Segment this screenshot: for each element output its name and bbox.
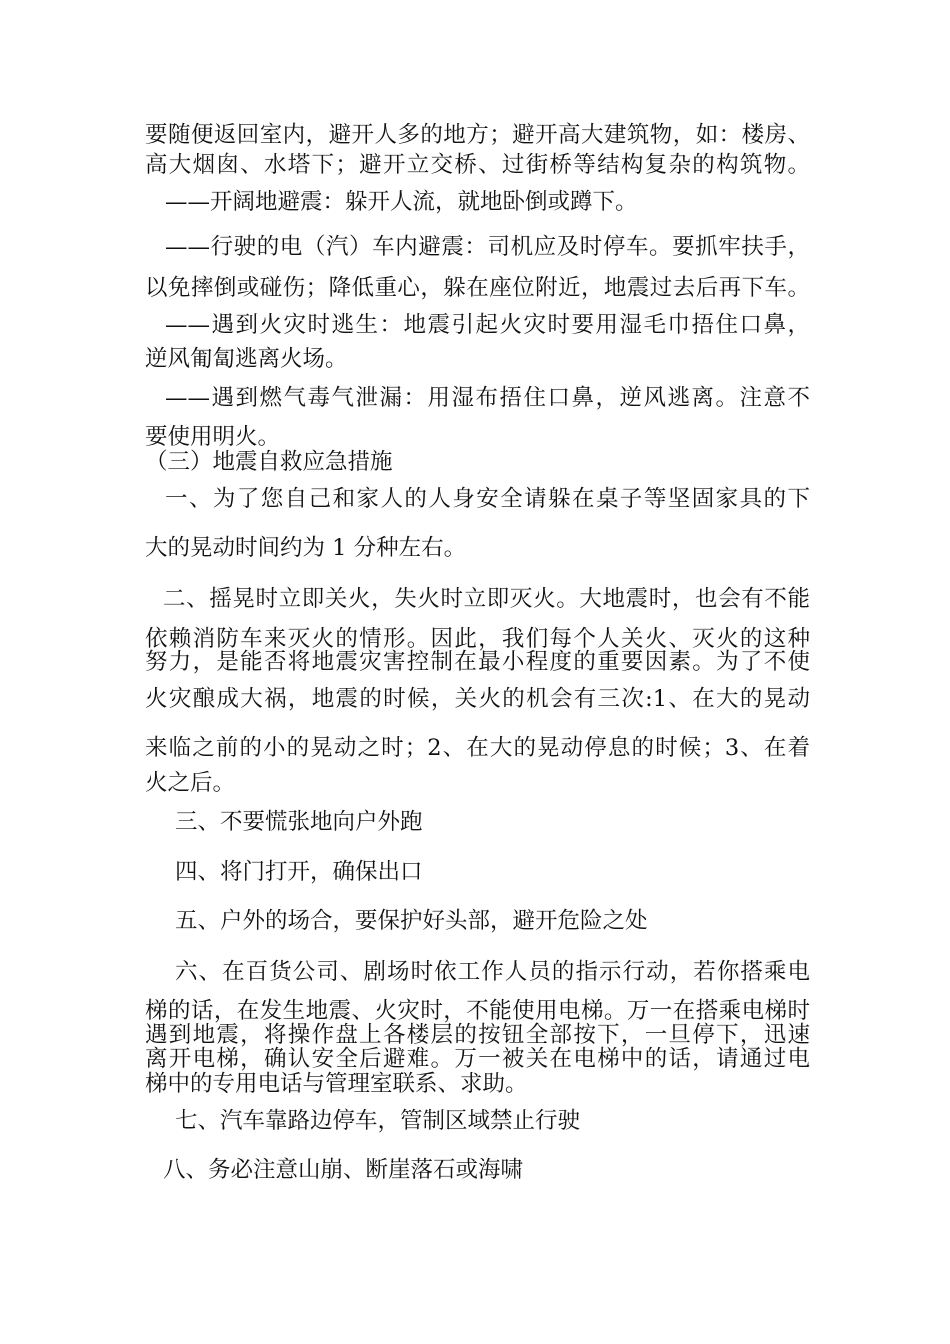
list-item: 四、将门打开，确保出口 [175, 859, 423, 885]
text-line: 依赖消防车来灭火的情形。因此，我们每个人关火、灭火的这种 [145, 626, 810, 652]
text-line: ——遇到燃气毒气泄漏：用湿布捂住口鼻，逆风逃离。注意不 [165, 385, 810, 411]
text-line: 高大烟囱、水塔下；避开立交桥、过街桥等结构复杂的构筑物。 [145, 152, 810, 178]
list-item: 七、汽车靠路边停车，管制区域禁止行驶 [175, 1108, 581, 1134]
text-line: 要使用明火。 [145, 424, 281, 450]
text-line: 梯中的专用电话与管理室联系、求助。 [145, 1071, 528, 1097]
text-line: 以免摔倒或碰伤；降低重心，躲在座位附近，地震过去后再下车。 [145, 275, 810, 301]
text-line: ——开阔地避震：躲开人流，就地卧倒或蹲下。 [165, 189, 638, 215]
section-heading: （三）地震自救应急措施 [145, 449, 393, 475]
text-line: ——遇到火灾时逃生：地震引起火灾时要用湿毛巾捂住口鼻， [165, 312, 810, 338]
text-line: 二、摇晃时立即关火，失火时立即灭火。大地震时，也会有不能 [163, 586, 810, 612]
text-line: 来临之前的小的晃动之时；2、在大的晃动停息的时候；3、在着 [145, 735, 810, 761]
text-line: 火之后。 [145, 770, 236, 796]
list-item: 六、在百货公司、剧场时依工作人员的指示行动，若你搭乘电 [175, 959, 810, 985]
list-item: 五、户外的场合，要保护好头部，避开危险之处 [175, 908, 648, 934]
list-item: 三、不要慌张地向户外跑 [175, 809, 423, 835]
text-line: ——行驶的电（汽）车内避震：司机应及时停车。要抓牢扶手， [165, 234, 810, 260]
text-line: 要随便返回室内，避开人多的地方；避开高大建筑物，如：楼房、 [145, 122, 810, 148]
text-line: 离开电梯，确认安全后避难。万一被关在电梯中的话，请通过电 [145, 1046, 810, 1072]
text-line: 努力，是能否将地震灾害控制在最小程度的重要因素。为了不使 [145, 649, 810, 675]
text-line: 一、为了您自己和家人的人身安全请躲在桌子等坚固家具的下 [165, 486, 810, 512]
text-line: 大的晃动时间约为 1 分种左右。 [145, 535, 467, 561]
text-line: 梯的话，在发生地震、火灾时，不能使用电梯。万一在搭乘电梯时 [145, 998, 810, 1024]
list-item: 八、务必注意山崩、断崖落石或海啸 [163, 1157, 524, 1183]
text-line: 逆风匍匐逃离火场。 [145, 346, 348, 372]
text-line: 火灾酿成大祸，地震的时候，关火的机会有三次:1、在大的晃动 [145, 686, 810, 712]
text-line: 遇到地震，将操作盘上各楼层的按钮全部按下，一旦停下，迅速 [145, 1022, 810, 1048]
